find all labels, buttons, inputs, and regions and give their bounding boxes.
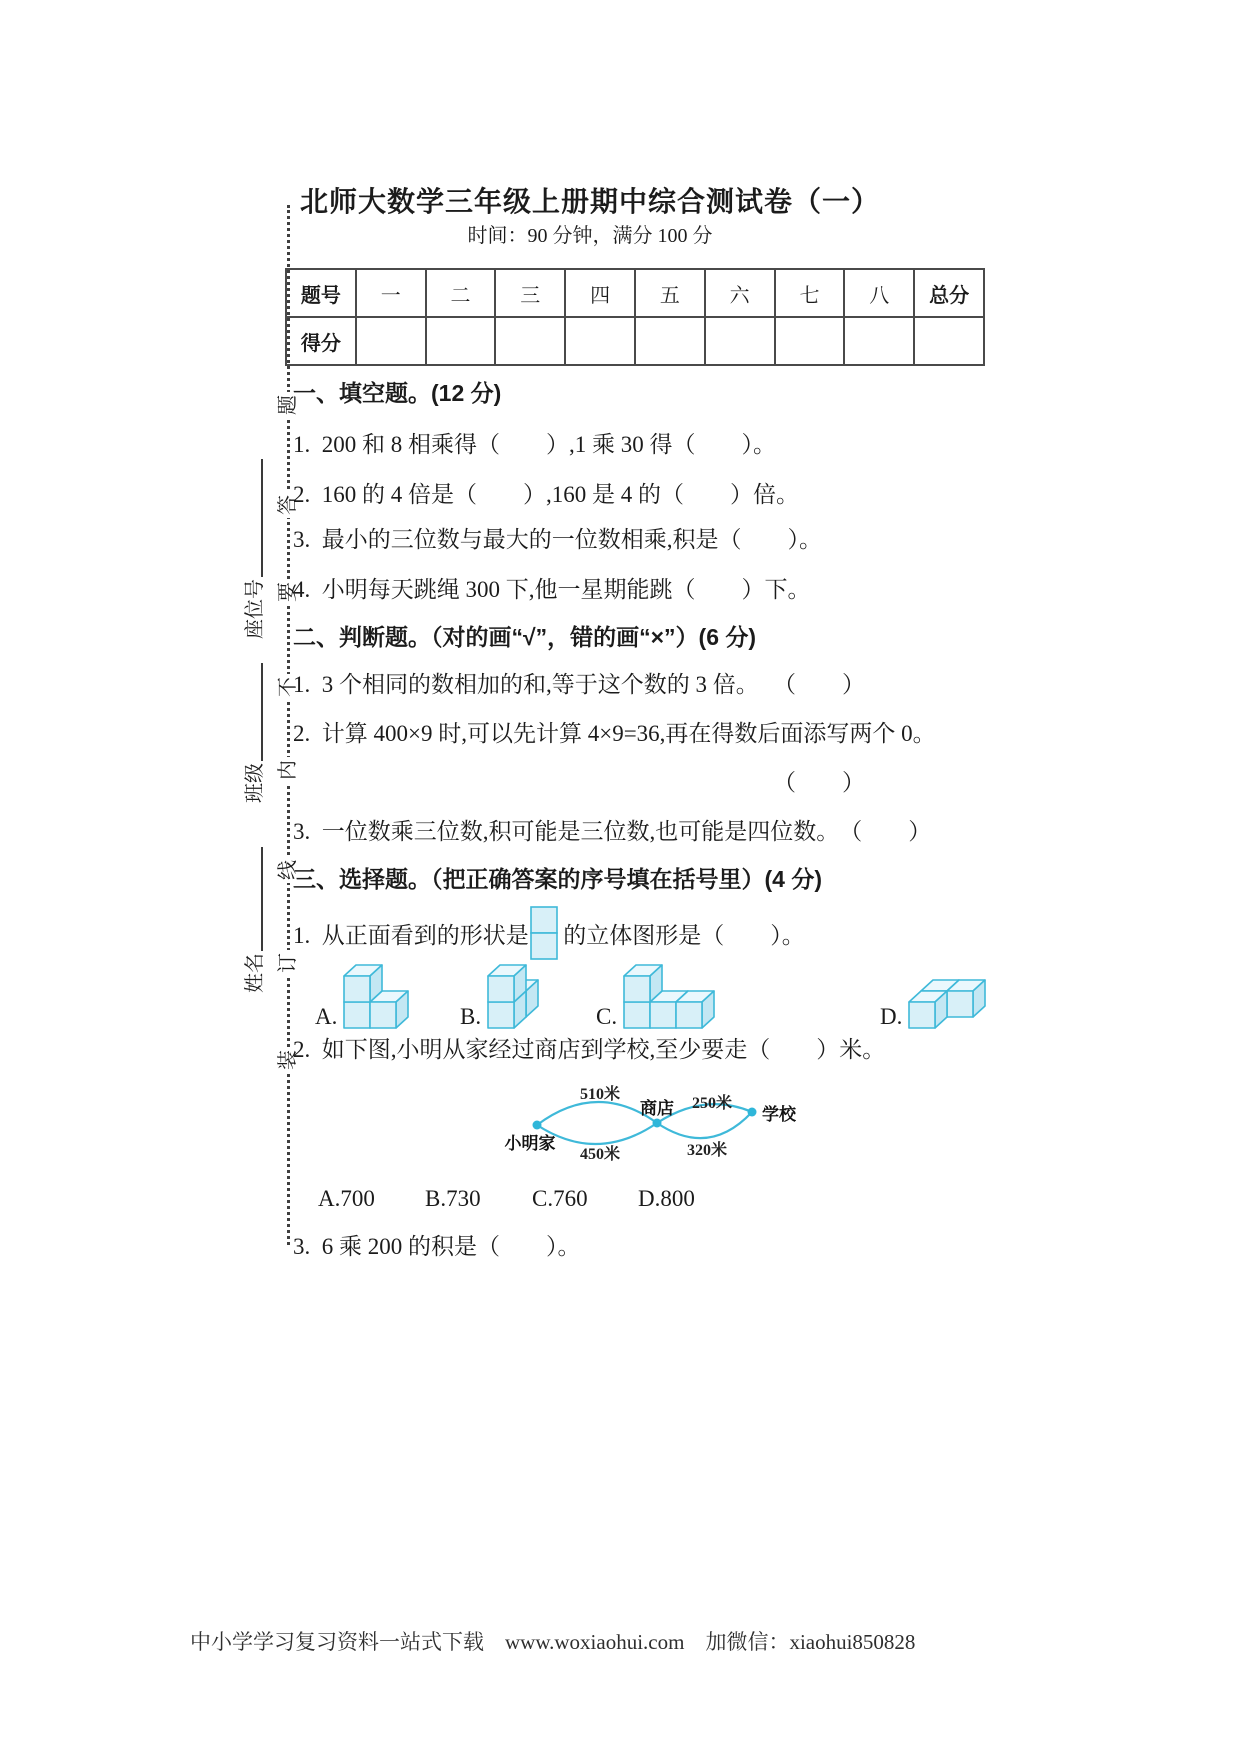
score-cell bbox=[426, 317, 496, 365]
header-cell-1: 一 bbox=[356, 269, 426, 317]
q2-option-a: A.700 bbox=[318, 1186, 375, 1211]
cube-option-b bbox=[460, 952, 540, 1030]
judge-item-1-bracket: （ ） bbox=[773, 672, 865, 697]
cube-figure-c bbox=[622, 963, 716, 1030]
score-cell bbox=[705, 317, 775, 365]
home-dot bbox=[533, 1121, 542, 1130]
section-3-heading: 三、选择题。（把正确答案的序号填在括号里）(4 分) bbox=[293, 866, 822, 892]
choice-question-2: 2. 如下图,小明从家经过商店到学校,至少要走（ ）米。 bbox=[293, 1037, 886, 1062]
class-blank-line bbox=[261, 663, 263, 761]
name-blank-line bbox=[261, 847, 263, 951]
q2-option-d: D.800 bbox=[638, 1186, 695, 1211]
score-cell bbox=[775, 317, 845, 365]
score-cell bbox=[635, 317, 705, 365]
score-cell bbox=[844, 317, 914, 365]
fill-item-4: 4. 小明每天跳绳 300 下,他一星期能跳（ ）下。 bbox=[293, 577, 811, 602]
header-cell-8: 八 bbox=[844, 269, 914, 317]
judge-item-3-bracket: （ ） bbox=[839, 819, 932, 844]
choice-question-3: 3. 6 乘 200 的积是（ ）。 bbox=[293, 1234, 581, 1259]
q2-option-c: C.760 bbox=[532, 1186, 588, 1211]
seat-number-text: 座位号 bbox=[244, 579, 266, 639]
cube-option-c bbox=[596, 963, 716, 1030]
cube-figure-b bbox=[486, 952, 540, 1030]
school-dot bbox=[748, 1108, 757, 1117]
q2-option-b: B.730 bbox=[425, 1186, 481, 1211]
seat-number-label bbox=[240, 459, 266, 639]
section-2-heading: 二、判断题。（对的画“√”，错的画“×”）(6 分) bbox=[293, 624, 757, 650]
cube-option-d-label: D. bbox=[880, 1004, 903, 1029]
choice-q1-prefix: 1. 从正面看到的形状是 bbox=[293, 922, 529, 948]
binding-char-da: 答 bbox=[276, 492, 300, 518]
header-cell-7: 七 bbox=[775, 269, 845, 317]
header-cell-3: 三 bbox=[495, 269, 565, 317]
binding-char-ti: 题 bbox=[276, 392, 300, 418]
judge-item-1 bbox=[293, 670, 865, 700]
binding-char-nei: 内 bbox=[276, 757, 300, 783]
judge-item-3 bbox=[293, 817, 932, 847]
page-title: 北师大数学三年级上册期中综合测试卷（一） bbox=[299, 186, 880, 217]
fill-item-2: 2. 160 的 4 倍是（ ）,160 是 4 的（ ）倍。 bbox=[293, 482, 799, 507]
score-table-score-row bbox=[286, 317, 984, 365]
distance-320-label: 320米 bbox=[686, 1142, 728, 1159]
cube-option-a bbox=[315, 963, 410, 1030]
distance-450-label: 450米 bbox=[579, 1146, 621, 1163]
cube-option-b-label: B. bbox=[460, 1004, 482, 1029]
header-cell-2: 二 bbox=[426, 269, 496, 317]
choice-q1-suffix: 的立体图形是（ ）。 bbox=[563, 922, 805, 948]
school-label: 学校 bbox=[762, 1105, 796, 1124]
cube-option-c-label: C. bbox=[596, 1004, 618, 1029]
score-cell bbox=[495, 317, 565, 365]
cube-figure-a bbox=[342, 963, 410, 1030]
judge-item-3-text: 3. 一位数乘三位数,积可能是三位数,也可能是四位数。 bbox=[293, 819, 840, 844]
name-label bbox=[240, 847, 266, 993]
binding-char-yao: 要 bbox=[276, 579, 300, 605]
header-cell-6: 六 bbox=[705, 269, 775, 317]
score-cell bbox=[356, 317, 426, 365]
header-cell-5: 五 bbox=[635, 269, 705, 317]
distance-250-label: 250米 bbox=[691, 1095, 733, 1112]
binding-char-ding: 订 bbox=[276, 950, 300, 976]
header-cell-tihao: 题号 bbox=[286, 269, 356, 317]
binding-char-bu: 不 bbox=[276, 674, 300, 700]
score-row-label: 得分 bbox=[286, 317, 356, 365]
score-cell bbox=[565, 317, 635, 365]
cube-option-d bbox=[880, 978, 987, 1030]
section-1-heading: 一、填空题。(12 分) bbox=[293, 380, 502, 406]
distance-510-label: 510米 bbox=[579, 1086, 621, 1103]
route-home-shop-upper bbox=[537, 1102, 657, 1125]
score-table bbox=[285, 268, 985, 366]
route-map-figure bbox=[460, 1072, 820, 1170]
judge-item-1-text: 1. 3 个相同的数相加的和,等于这个数的 3 倍。 bbox=[293, 672, 759, 697]
class-text: 班级 bbox=[244, 763, 266, 803]
fill-item-1: 1. 200 和 8 相乘得（ ）,1 乘 30 得（ ）。 bbox=[293, 432, 776, 457]
fill-item-3: 3. 最小的三位数与最大的一位数相乘,积是（ ）。 bbox=[293, 527, 822, 552]
page-footer: 中小学学习复习资料一站式下载 www.woxiaohui.com 加微信：xiaohui850828 bbox=[190, 1630, 916, 1654]
judge-item-2-text: 2. 计算 400×9 时,可以先计算 4×9=36,再在得数后面添写两个 0。 bbox=[293, 721, 936, 746]
seat-number-blank-line bbox=[261, 459, 263, 577]
cube-option-a-label: A. bbox=[315, 1004, 338, 1029]
shop-dot bbox=[653, 1119, 662, 1128]
home-label: 小明家 bbox=[504, 1134, 556, 1153]
time-and-score-subtitle: 时间：90 分钟，满分 100 分 bbox=[467, 225, 713, 247]
name-text: 姓名 bbox=[244, 953, 266, 993]
judge-item-2-bracket: （ ） bbox=[773, 770, 865, 795]
shop-label: 商店 bbox=[640, 1099, 674, 1118]
binding-char-xian: 线 bbox=[276, 857, 300, 883]
header-cell-total: 总分 bbox=[914, 269, 984, 317]
score-cell bbox=[914, 317, 984, 365]
class-label bbox=[240, 663, 266, 803]
cube-figure-d bbox=[907, 978, 987, 1030]
binding-char-zhuang: 装 bbox=[276, 1047, 300, 1073]
cube-options-row bbox=[293, 950, 1033, 1030]
score-table-header-row bbox=[286, 269, 984, 317]
header-cell-4: 四 bbox=[565, 269, 635, 317]
